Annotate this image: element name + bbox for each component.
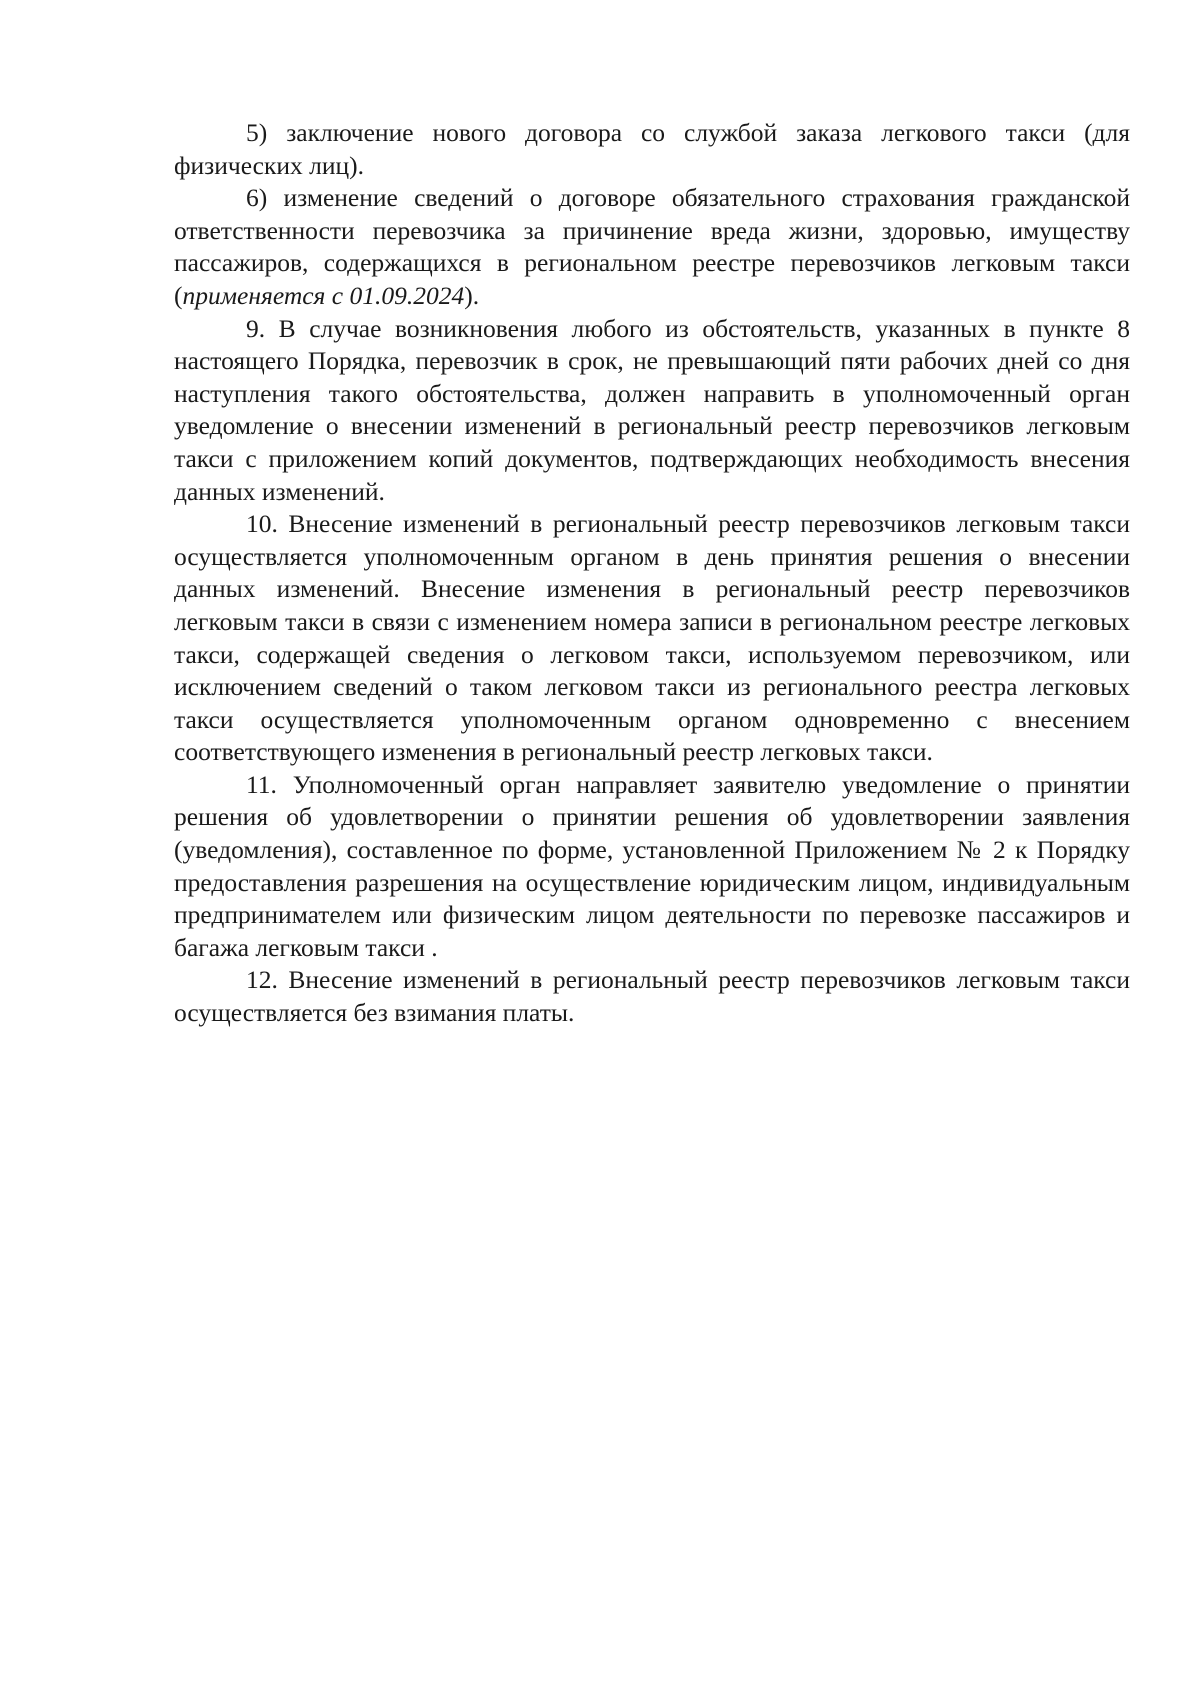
- paragraph-item-5: 5) заключение нового договора со службой заказа легкового такси (для физических лиц).: [174, 118, 1130, 180]
- paragraph-clause-10: 10. Внесение изменений в региональный реестр перевозчиков легковым такси осуществляется уполномоченным органом в день принятия решения о внесении данных изменений. Внесение изменения в региональный реестр перевозчиков легковым такси в связи с изменением номера записи в региональном реестре легковых такси, содержащей сведения о легковом такси, используемом перевозчиком, или исключением сведений о таком легковом такси из регионального реестра легковых такси осуществляется уполномоченным органом одновременно с внесением соответствующего изменения в региональный реестр легковых такси.: [174, 509, 1130, 767]
- paragraph-item-6-text: 6) изменение сведений о договоре обязательного страхования гражданской ответственности перевозчика за причинение вреда жизни, здоровью, имуществу пассажиров, содержащихся в региональном реестре перевозчиков легковым такси (: [174, 183, 1130, 310]
- paragraph-item-6-effective-date: применяется с 01.09.2024: [182, 280, 465, 310]
- paragraph-clause-12: 12. Внесение изменений в региональный реестр перевозчиков легковым такси осуществляется без взимания платы.: [174, 965, 1130, 1028]
- paragraph-clause-9: 9. В случае возникновения любого из обстоятельств, указанных в пункте 8 настоящего Порядка, перевозчик в срок, не превышающий пяти рабочих дней со дня наступления такого обстоятельства, должен направить в уполномоченный орган уведомление о внесении изменений в региональный реестр перевозчиков легковым такси с приложением копий документов, подтверждающих необходимость внесения данных изменений.: [174, 313, 1130, 506]
- paragraph-clause-11: 11. Уполномоченный орган направляет заявителю уведомление о принятии решения об удовлетворении о принятии решения об удовлетворении заявления (уведомления), составленное по форме, установленной Приложением № 2 к Порядку предоставления разрешения на осуществление юридическим лицом, индивидуальным предпринимателем или физическим лицом деятельности по перевозке пассажиров и багажа легковым такси .: [174, 769, 1130, 962]
- document-body: [174, 117, 1130, 1030]
- paragraph-item-6: [174, 182, 1130, 312]
- paragraph-item-6-closing: ).: [464, 280, 480, 310]
